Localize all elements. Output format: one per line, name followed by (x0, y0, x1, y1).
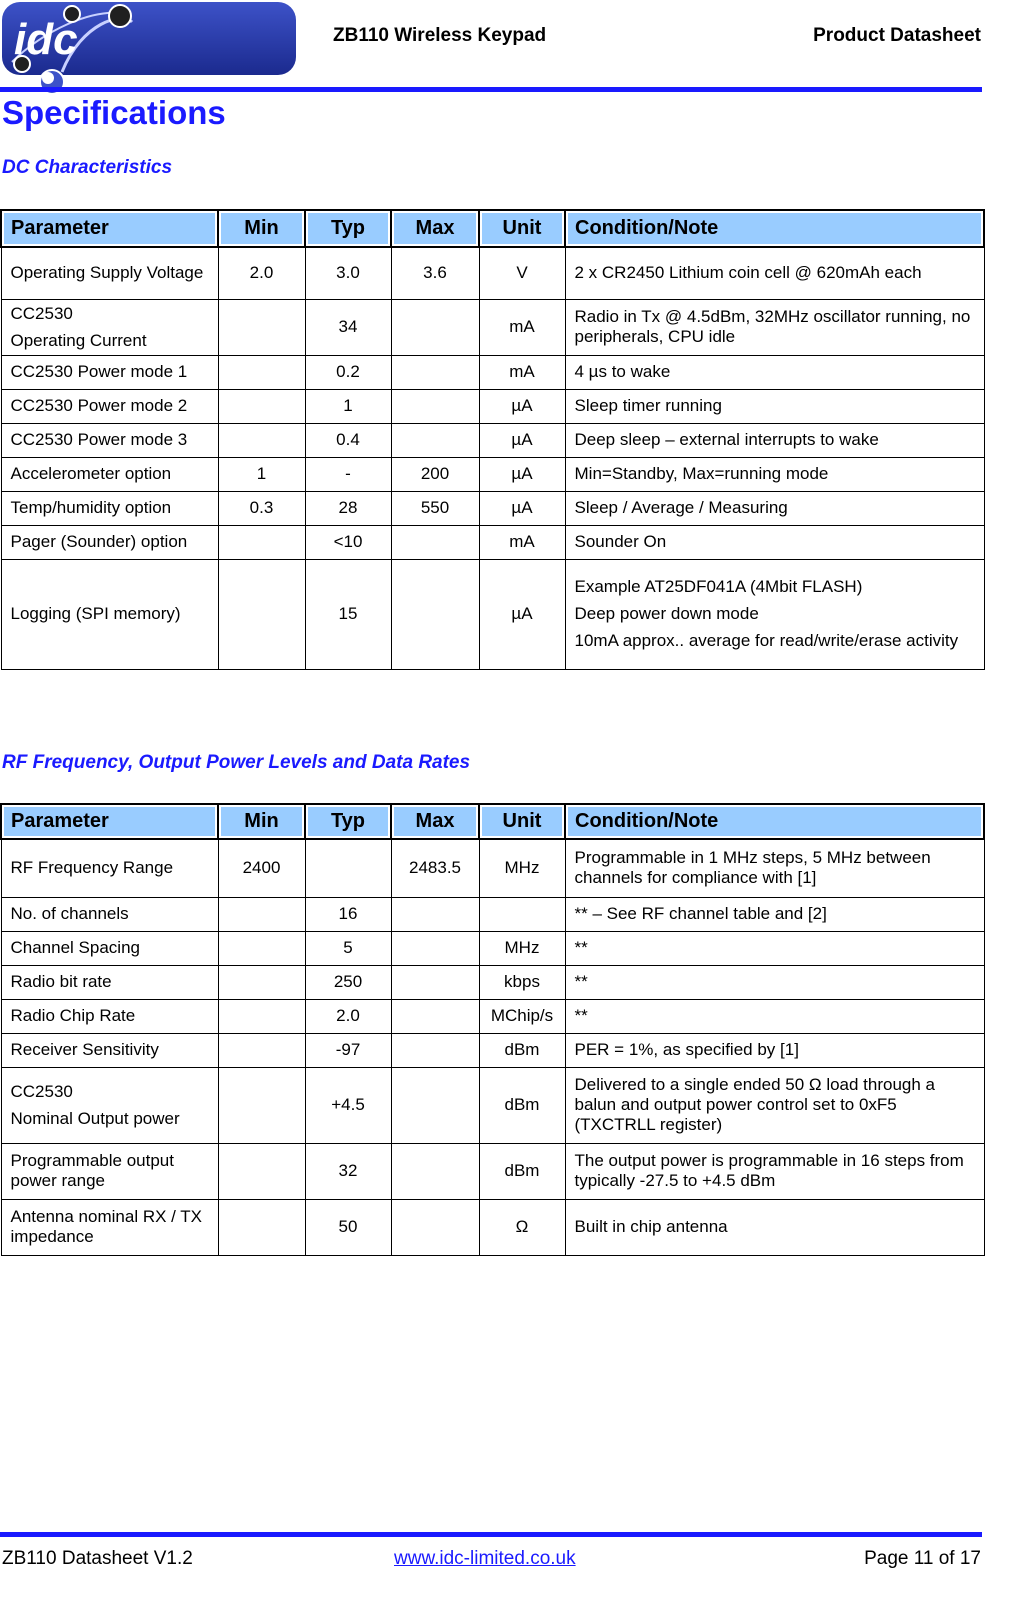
cell-typ: 5 (305, 931, 391, 965)
idc-logo-icon (2, 2, 298, 98)
cell-max (391, 423, 479, 457)
cell-text-line: 2 x CR2450 Lithium coin cell @ 620mAh each (574, 263, 922, 283)
column-header-unit: Unit (479, 210, 565, 247)
cell-parameter (1, 931, 218, 965)
cell-typ: <10 (305, 525, 391, 559)
cell-text-line: Built in chip antenna (574, 1217, 728, 1236)
cell-text-line: Min=Standby, Max=running mode (574, 464, 829, 483)
cell-typ: 0.4 (305, 423, 391, 457)
cell-unit: mA (479, 525, 565, 559)
cell-text-line: No. of channels (10, 904, 129, 923)
cell-parameter (1, 1033, 218, 1067)
cell-text-line: CC2530 Power mode 3 (10, 430, 188, 449)
column-header-condition: Condition/Note (565, 210, 984, 247)
table-header-row (1, 804, 984, 839)
cell-max: 3.6 (391, 247, 479, 299)
cell-condition-note (565, 1033, 984, 1067)
cell-max (391, 931, 479, 965)
cell-condition-note (565, 999, 984, 1033)
cell-min (218, 525, 305, 559)
column-header-parameter: Parameter (1, 804, 218, 839)
cell-parameter (1, 839, 218, 897)
cell-min (218, 1199, 305, 1255)
table-row (1, 1067, 984, 1143)
table-row (1, 999, 984, 1033)
cell-parameter (1, 423, 218, 457)
table-row (1, 247, 984, 299)
cell-unit: µA (479, 423, 565, 457)
cell-text-line: CC2530 Power mode 2 (10, 396, 188, 415)
header-divider (0, 87, 982, 92)
page-title: Specifications (2, 94, 226, 131)
cell-min (218, 1067, 305, 1143)
cell-condition-note (565, 1067, 984, 1143)
cell-condition-note (565, 355, 984, 389)
cell-typ: 15 (305, 559, 391, 669)
cell-text-line: Radio Chip Rate (10, 1006, 136, 1025)
cell-unit: kbps (479, 965, 565, 999)
cell-max (391, 389, 479, 423)
cell-condition-note (565, 457, 984, 491)
cell-text-line: Operating Supply Voltage (10, 263, 204, 283)
table-row (1, 491, 984, 525)
footer-page-number: Page 11 of 17 (864, 1548, 981, 1569)
cell-max: 200 (391, 457, 479, 491)
cell-text-line: Programmable output power range (10, 1151, 174, 1190)
table-row (1, 525, 984, 559)
cell-text-line: CC2530 (10, 303, 73, 323)
cell-text-line: Example AT25DF041A (4Mbit FLASH) (574, 577, 863, 596)
cell-min: 1 (218, 457, 305, 491)
dc-section-heading: DC Characteristics (2, 157, 173, 178)
cell-condition-note (565, 965, 984, 999)
cell-max (391, 1067, 479, 1143)
cell-max (391, 999, 479, 1033)
cell-parameter (1, 1067, 218, 1143)
cell-typ: -97 (305, 1033, 391, 1067)
cell-max (391, 1199, 479, 1255)
cell-typ: 1 (305, 389, 391, 423)
table-row (1, 839, 984, 897)
cell-max (391, 1033, 479, 1067)
cell-text-line: Deep sleep – external interrupts to wake (574, 430, 879, 449)
cell-typ: 250 (305, 965, 391, 999)
cell-parameter (1, 299, 218, 355)
table-row (1, 1143, 984, 1199)
cell-typ: - (305, 457, 391, 491)
column-header-unit: Unit (479, 804, 565, 839)
cell-min (218, 389, 305, 423)
cell-condition-note (565, 423, 984, 457)
cell-text-line: Radio bit rate (10, 972, 112, 991)
cell-min: 2400 (218, 839, 305, 897)
cell-max (391, 1143, 479, 1199)
cell-parameter (1, 999, 218, 1033)
cell-text-line: Programmable in 1 MHz steps, 5 MHz between channels for compliance with [1] (574, 848, 931, 888)
cell-text-line: 4 µs to wake (574, 362, 671, 381)
column-header-typ: Typ (305, 210, 391, 247)
cell-unit: µA (479, 491, 565, 525)
column-header-min: Min (218, 210, 305, 247)
cell-min (218, 965, 305, 999)
column-header-min: Min (218, 804, 305, 839)
cell-unit: dBm (479, 1067, 565, 1143)
cell-min (218, 1143, 305, 1199)
cell-min (218, 999, 305, 1033)
cell-unit: µA (479, 389, 565, 423)
cell-text-line: 10mA approx.. average for read/write/erase activity (574, 631, 959, 650)
cell-condition-note (565, 1143, 984, 1199)
cell-unit: µA (479, 559, 565, 669)
cell-typ: +4.5 (305, 1067, 391, 1143)
cell-text-line: Logging (SPI memory) (10, 604, 181, 623)
cell-text-line: ** (574, 938, 588, 957)
column-header-condition: Condition/Note (565, 804, 984, 839)
cell-condition-note (565, 491, 984, 525)
cell-condition-note (565, 839, 984, 897)
cell-max (391, 897, 479, 931)
cell-max (391, 525, 479, 559)
cell-condition-note (565, 931, 984, 965)
cell-min (218, 355, 305, 389)
table-row (1, 897, 984, 931)
cell-unit: Ω (479, 1199, 565, 1255)
rf-section-heading: RF Frequency, Output Power Levels and Data Rates (2, 752, 471, 773)
cell-min: 0.3 (218, 491, 305, 525)
cell-parameter (1, 355, 218, 389)
cell-condition-note (565, 1199, 984, 1255)
footer-website-link[interactable]: www.idc-limited.co.uk (394, 1548, 576, 1569)
cell-typ: 34 (305, 299, 391, 355)
cell-typ: 50 (305, 1199, 391, 1255)
cell-text-line: ** (574, 1006, 588, 1025)
column-header-parameter: Parameter (1, 210, 218, 247)
dc-characteristics-table (0, 209, 985, 670)
cell-unit (479, 897, 565, 931)
table-header-row (1, 210, 984, 247)
table-row (1, 389, 984, 423)
cell-max (391, 559, 479, 669)
cell-unit: V (479, 247, 565, 299)
cell-unit: MHz (479, 839, 565, 897)
document-title: ZB110 Wireless Keypad (333, 25, 547, 46)
cell-parameter (1, 389, 218, 423)
cell-min (218, 1033, 305, 1067)
cell-typ: 0.2 (305, 355, 391, 389)
cell-min (218, 559, 305, 669)
cell-min (218, 423, 305, 457)
cell-condition-note (565, 247, 984, 299)
cell-unit: µA (479, 457, 565, 491)
cell-condition-note (565, 299, 984, 355)
cell-parameter (1, 965, 218, 999)
document-type: Product Datasheet (813, 25, 981, 46)
cell-text-line: PER = 1%, as specified by [1] (574, 1040, 799, 1059)
cell-text-line: Antenna nominal RX / TX impedance (10, 1207, 203, 1246)
cell-text-line: Sounder On (574, 532, 667, 551)
cell-parameter (1, 897, 218, 931)
cell-min: 2.0 (218, 247, 305, 299)
cell-max (391, 355, 479, 389)
cell-text-line: Sleep timer running (574, 396, 722, 415)
cell-parameter (1, 1143, 218, 1199)
cell-typ: 16 (305, 897, 391, 931)
cell-max (391, 965, 479, 999)
cell-typ: 32 (305, 1143, 391, 1199)
cell-min (218, 931, 305, 965)
column-header-typ: Typ (305, 804, 391, 839)
table-row (1, 965, 984, 999)
cell-text-line: CC2530 Power mode 1 (10, 362, 188, 381)
cell-unit: mA (479, 299, 565, 355)
cell-parameter (1, 457, 218, 491)
cell-typ: 28 (305, 491, 391, 525)
column-header-max: Max (391, 210, 479, 247)
cell-text-line: Delivered to a single ended 50 Ω load through a balun and output power control set to 0xF5 (TXCTRLL register) (574, 1075, 936, 1134)
cell-parameter (1, 1199, 218, 1255)
cell-parameter (1, 247, 218, 299)
cell-text-line: Channel Spacing (10, 938, 140, 957)
table-row (1, 299, 984, 355)
cell-text-line: Deep power down mode (574, 604, 759, 623)
table-row (1, 559, 984, 669)
cell-condition-note (565, 525, 984, 559)
footer-document-version: ZB110 Datasheet V1.2 (2, 1548, 193, 1569)
cell-condition-note (565, 559, 984, 669)
footer-divider (0, 1532, 982, 1537)
cell-text-line: Pager (Sounder) option (10, 532, 188, 551)
table-row (1, 423, 984, 457)
cell-text-line: Radio in Tx @ 4.5dBm, 32MHz oscillator running, no peripherals, CPU idle (574, 307, 971, 346)
svg-text:idc: idc (14, 15, 78, 64)
company-logo (2, 2, 298, 98)
cell-typ: 3.0 (305, 247, 391, 299)
cell-condition-note (565, 897, 984, 931)
cell-unit: mA (479, 355, 565, 389)
cell-unit: dBm (479, 1143, 565, 1199)
cell-parameter (1, 559, 218, 669)
cell-text-line: Receiver Sensitivity (10, 1040, 159, 1059)
column-header-max: Max (391, 804, 479, 839)
table-row (1, 457, 984, 491)
cell-unit: dBm (479, 1033, 565, 1067)
cell-text-line: Sleep / Average / Measuring (574, 498, 788, 517)
cell-text-line: ** (574, 972, 588, 991)
cell-max (391, 299, 479, 355)
cell-typ (305, 839, 391, 897)
cell-parameter (1, 525, 218, 559)
table-row (1, 1033, 984, 1067)
cell-text-line: CC2530 (10, 1081, 73, 1101)
table-row (1, 931, 984, 965)
cell-unit: MHz (479, 931, 565, 965)
cell-text-line: ** – See RF channel table and [2] (574, 904, 827, 923)
cell-text-line: Operating Current (10, 330, 147, 350)
cell-text-line: RF Frequency Range (10, 858, 174, 878)
cell-typ: 2.0 (305, 999, 391, 1033)
cell-condition-note (565, 389, 984, 423)
cell-parameter (1, 491, 218, 525)
table-row (1, 1199, 984, 1255)
table-row (1, 355, 984, 389)
cell-min (218, 897, 305, 931)
cell-text-line: Nominal Output power (10, 1108, 180, 1128)
cell-text-line: The output power is programmable in 16 steps from typically -27.5 to +4.5 dBm (574, 1151, 964, 1190)
cell-text-line: Temp/humidity option (10, 498, 172, 517)
cell-max: 2483.5 (391, 839, 479, 897)
cell-max: 550 (391, 491, 479, 525)
rf-characteristics-table (0, 803, 985, 1256)
cell-text-line: Accelerometer option (10, 464, 172, 483)
cell-unit: MChip/s (479, 999, 565, 1033)
cell-min (218, 299, 305, 355)
